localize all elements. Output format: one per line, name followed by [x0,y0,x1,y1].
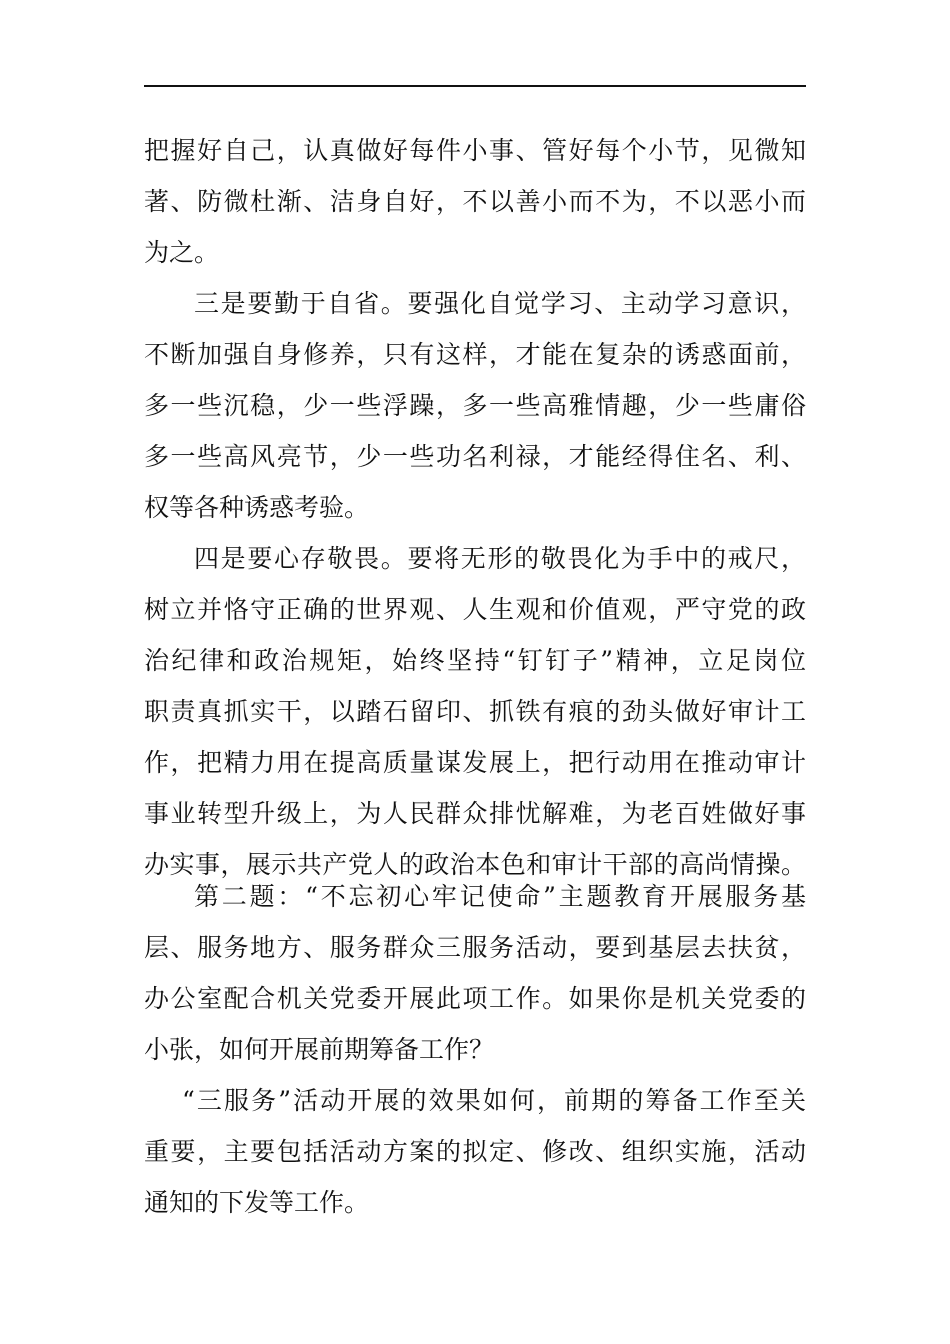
text-line: 著、防微杜渐、洁身自好，不以善小而不为，不以恶小而 [144,187,806,216]
text-line: 把握好自己，认真做好每件小事、管好每个小节，见微知 [144,136,806,165]
paragraph-first-line: “三服务”活动开展的效果如何，前期的筹备工作至关 [182,1086,806,1115]
text-line: 通知的下发等工作。 [144,1188,370,1217]
paragraph-first-line: 四是要心存敬畏。要将无形的敬畏化为手中的戒尺， [194,544,806,573]
text-line: 小张，如何开展前期筹备工作？ [144,1035,495,1064]
text-line: 权等各种诱惑考验。 [144,493,370,522]
text-line: 树立并恪守正确的世界观、人生观和价值观，严守党的政 [144,595,806,624]
text-line: 治纪律和政治规矩，始终坚持“钉钉子”精神，立足岗位 [144,646,806,675]
text-line: 重要，主要包括活动方案的拟定、修改、组织实施，活动 [144,1137,806,1166]
text-line: 多一些高风亮节，少一些功名利禄，才能经得住名、利、 [144,442,806,471]
text-line: 事业转型升级上，为人民群众排忧解难，为老百姓做好事 [144,799,806,828]
text-line: 职责真抓实干，以踏石留印、抓铁有痕的劲头做好审计工 [144,697,806,726]
paragraph-first-line: 三是要勤于自省。要强化自觉学习、主动学习意识， [194,289,806,318]
text-line: 层、服务地方、服务群众三服务活动，要到基层去扶贫， [144,933,806,962]
text-line: 为之。 [144,238,220,267]
paragraph-first-line: 第二题：“不忘初心牢记使命”主题教育开展服务基 [194,882,806,911]
text-line: 办公室配合机关党委开展此项工作。如果你是机关党委的 [144,984,806,1013]
text-line: 不断加强自身修养，只有这样，才能在复杂的诱惑面前， [144,340,806,369]
text-line: 作，把精力用在提高质量谋发展上，把行动用在推动审计 [144,748,806,777]
header-rule [144,85,806,87]
text-line: 办实事，展示共产党人的政治本色和审计干部的高尚情操。 [144,850,806,879]
text-line: 多一些沉稳，少一些浮躁，多一些高雅情趣，少一些庸俗 [144,391,806,420]
